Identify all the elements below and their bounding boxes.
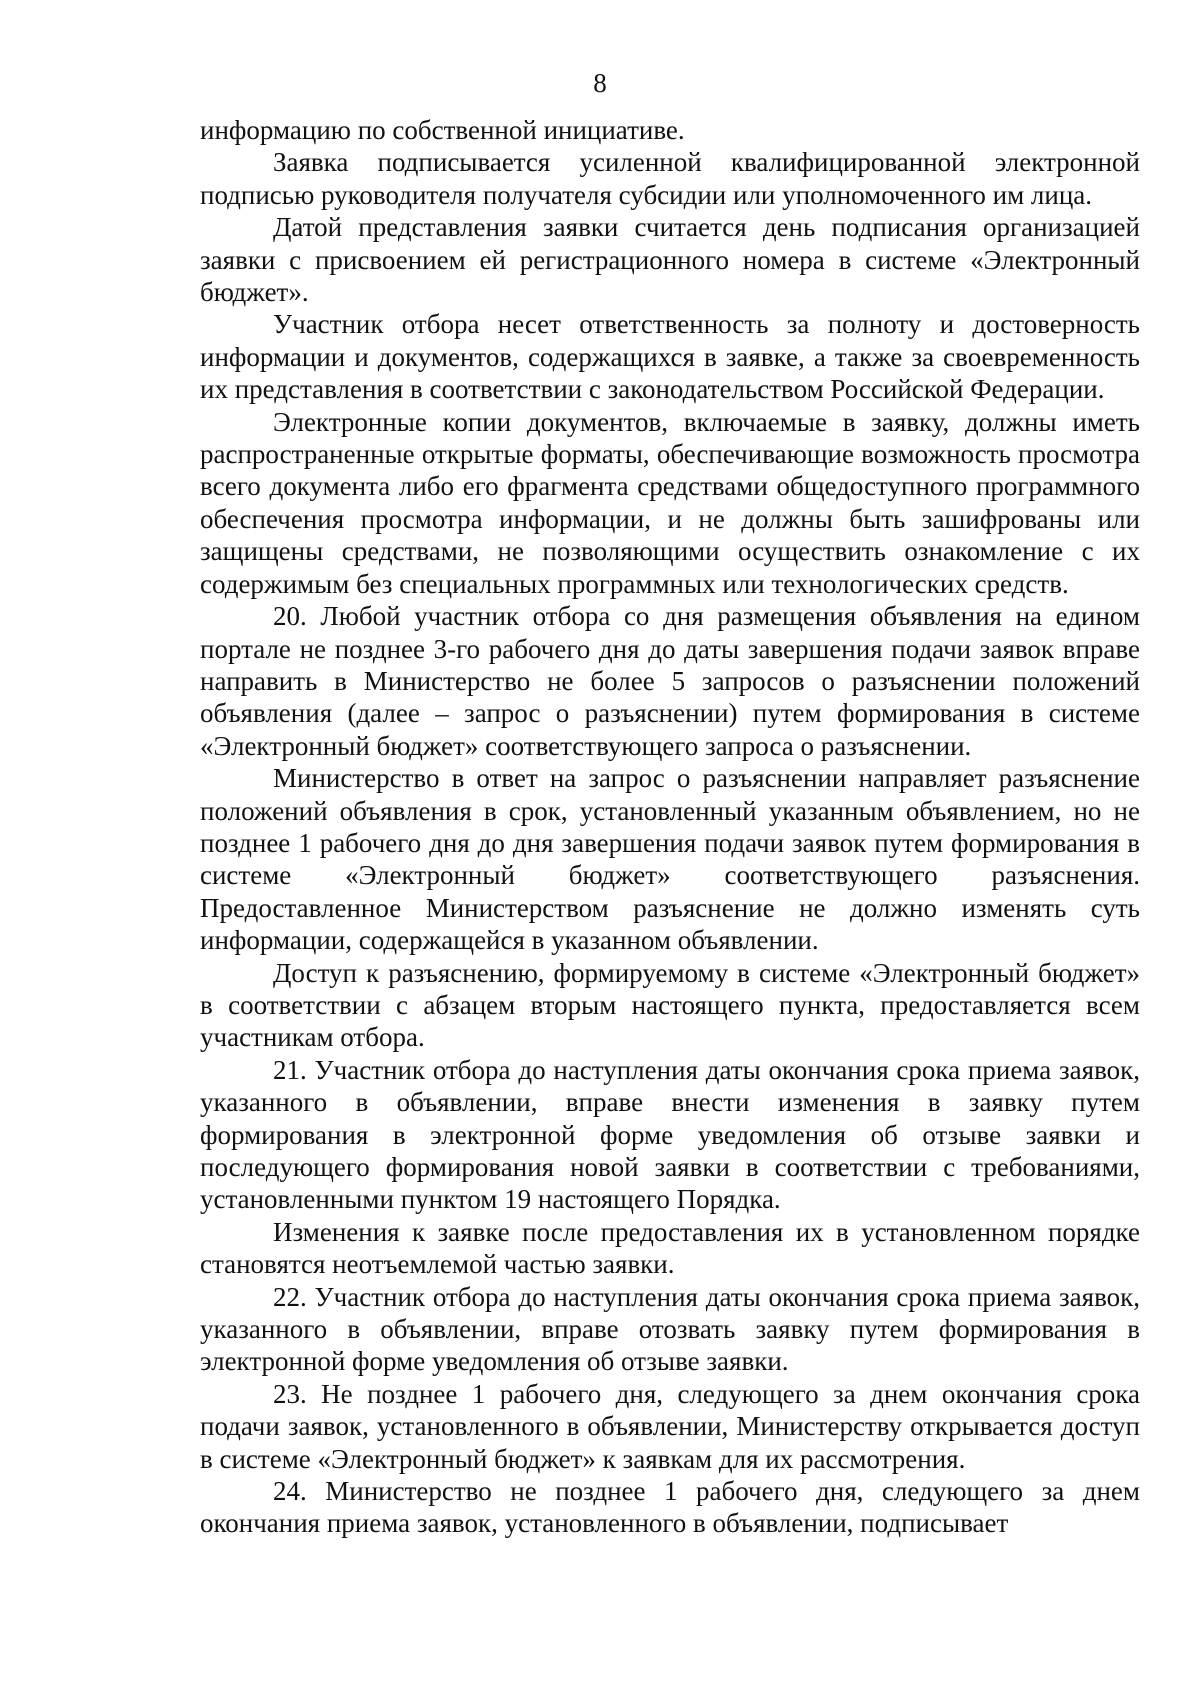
paragraph: Заявка подписывается усиленной квалифицированной электронной подписью руководителя получателя субсидии или уполномоченного им лица. bbox=[200, 147, 1140, 210]
paragraph-item-20: 20. Любой участник отбора со дня размещения объявления на едином портале не позднее 3-го рабочего дня до даты завершения подачи заявок вправе направить в Министерство не более 5 запросов о разъяснении положений объявления (далее – запрос о разъяснении) путем формирования в системе «Электронный бюджет» соответствующего запроса о разъяснении. bbox=[200, 601, 1140, 761]
document-body bbox=[200, 114, 1140, 1540]
paragraph: Датой представления заявки считается день подписания организацией заявки с присвоением ей регистрационного номера в системе «Электронный бюджет». bbox=[200, 212, 1140, 308]
paragraph: Участник отбора несет ответственность за полноту и достоверность информации и документов, содержащихся в заявке, а также за своевременность их представления в соответствии с законодательством Российской Федерации. bbox=[200, 309, 1140, 405]
paragraph-item-23: 23. Не позднее 1 рабочего дня, следующего за днем окончания срока подачи заявок, установленного в объявлении, Министерству открывается доступ в системе «Электронный бюджет» к заявкам для их рассмотрения. bbox=[200, 1378, 1140, 1474]
paragraph: Изменения к заявке после предоставления их в установленном порядке становятся неотъемлемой частью заявки. bbox=[200, 1216, 1140, 1280]
paragraph: информацию по собственной инициативе. bbox=[200, 115, 685, 145]
paragraph: Электронные копии документов, включаемые в заявку, должны иметь распространенные открытые форматы, обеспечивающие возможность просмотра всего документа либо его фрагмента средствами общедоступного программного обеспечения просмотра информации, и не должны быть зашифрованы или защищены средствами, не позволяющими осуществить ознакомление с их содержимым без специальных программных или технологических средств. bbox=[200, 406, 1140, 599]
paragraph-item-22: 22. Участник отбора до наступления даты окончания срока приема заявок, указанного в объявлении, вправе отозвать заявку путем формирования в электронной форме уведомления об отзыве заявки. bbox=[200, 1281, 1140, 1377]
page-number: 8 bbox=[593, 68, 607, 98]
paragraph-item-21: 21. Участник отбора до наступления даты окончания срока приема заявок, указанного в объявлении, вправе внести изменения в заявку путем формирования в электронной форме уведомления об отзыве заявки и последующего формирования новой заявки в соответствии с требованиями, установленными пунктом 19 настоящего Порядка. bbox=[200, 1054, 1140, 1215]
paragraph: Доступ к разъяснению, формируемому в системе «Электронный бюджет» в соответствии с абзацем вторым настоящего пункта, предоставляется всем участникам отбора. bbox=[200, 957, 1140, 1053]
paragraph: Министерство в ответ на запрос о разъяснении направляет разъяснение положений объявления в срок, установленный указанным объявлением, но не позднее 1 рабочего дня до дня завершения подачи заявок путем формирования в системе «Электронный бюджет» соответствующего разъяснения. Предоставленное Министерством разъяснение не должно изменять суть информации, содержащейся в указанном объявлении. bbox=[200, 763, 1140, 956]
paragraph-item-24: 24. Министерство не позднее 1 рабочего дня, следующего за днем окончания приема заявок, установленного в объявлении, подписывает bbox=[200, 1476, 1140, 1539]
